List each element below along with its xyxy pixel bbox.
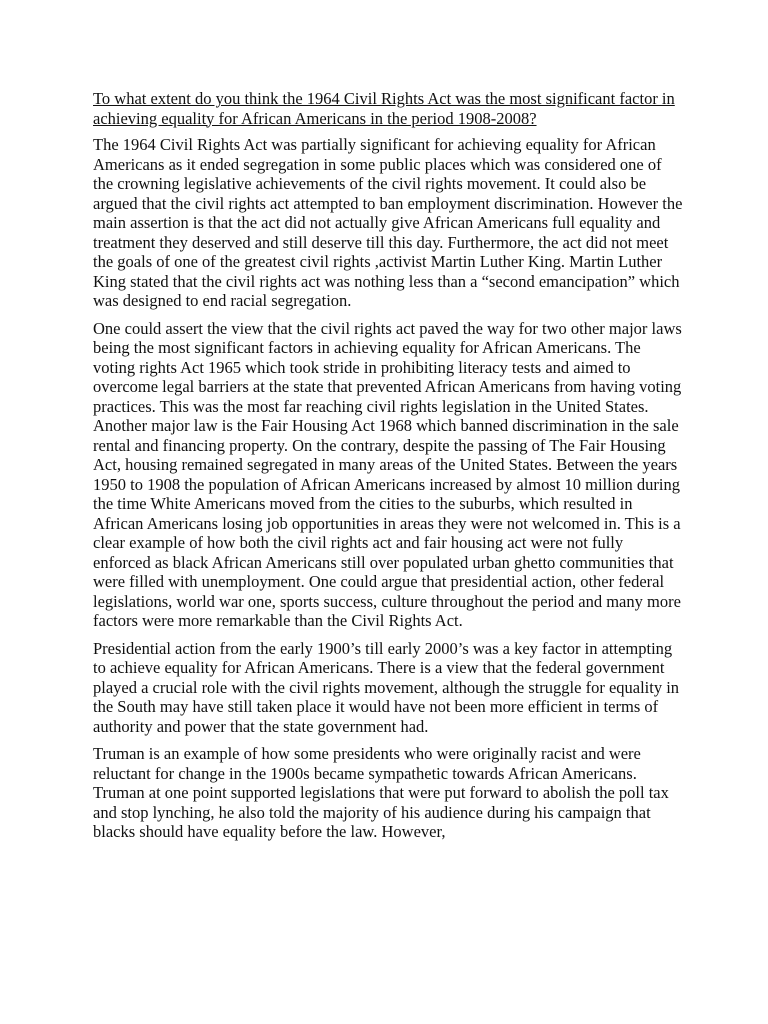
essay-title: To what extent do you think the 1964 Civil Rights Act was the most significant factor in achieving equality for African Americans in the period 1908-2008? [93,89,675,128]
paragraph-4: Truman is an example of how some presidents who were originally racist and were reluctant for change in the 1900s became sympathetic towards African Americans. Truman at one point supported legislations that were put forward to abolish the poll tax and stop lynching, he also told the majority of his audience during his campaign that blacks should have equality before the law. However, [93,744,669,841]
paragraph-1: The 1964 Civil Rights Act was partially significant for achieving equality for African Americans as it ended segregation in some public places which was considered one of the crowning legislative achievements of the civil rights movement. It could also be argued that the civil rights act attempted to ban employment discrimination. However the main assertion is that the act did not actually give African Americans full equality and treatment they deserved and still deserve till this day. Furthermore, the act did not meet the goals of one of the greatest civil rights ,activist Martin Luther King. Martin Luther King stated that the civil rights act was nothing less than a “second emancipation” which was designed to end racial segregation. [93,135,683,310]
document-page [93,89,683,850]
paragraph-3: Presidential action from the early 1900’s till early 2000’s was a key factor in attempting to achieve equality for African Americans. There is a view that the federal government played a crucial role with the civil rights movement, although the struggle for equality in the South may have still taken place it would have not been more efficient in terms of authority and power that the state government had. [93,638,680,736]
paragraph-2: One could assert the view that the civil rights act paved the way for two other major laws being the most significant factors in achieving equality for African Americans. The voting rights Act 1965 which took stride in prohibiting literacy tests and aimed to overcome legal barriers at the state that prevented African Americans from having voting practices. This was the most far reaching civil rights legislation in the United States. Another major law is the Fair Housing Act 1968 which banned discrimination in the sale rental and financing property. On the contrary, despite the passing of The Fair Housing Act, housing remained segregated in many areas of the United States. Between the years 1950 to 1908 the population of African Americans increased by almost 10 million during the time White Americans moved from the cities to the suburbs, which resulted in African Americans losing job opportunities in areas they were not welcomed in. This is a clear example of how both the civil rights act and fair housing act were not fully enforced as black African Americans still over populated urban ghetto communities that were filled with unemployment. One could argue that presidential action, other federal legislations, world war one, sports success, culture throughout the period and many more factors were more remarkable than the Civil Rights Act. [93,318,682,630]
